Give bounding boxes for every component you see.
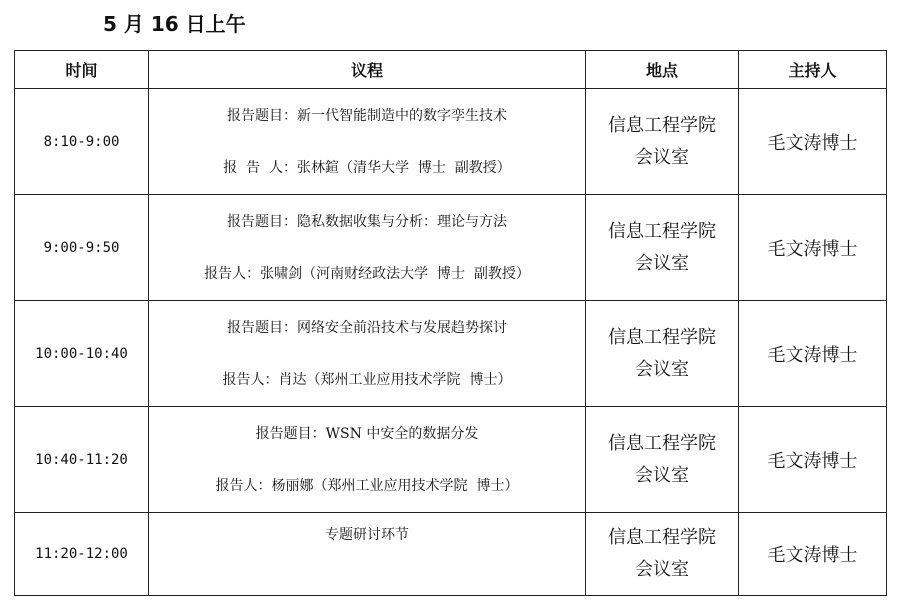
host-cell: 毛文涛博士 [739, 301, 887, 407]
report-topic: 专题研讨环节 [325, 527, 409, 543]
agenda-cell [149, 89, 586, 195]
time-cell: 8:10-9:00 [15, 89, 149, 195]
table-row [15, 407, 887, 513]
venue-line-1: 信息工程学院 [608, 432, 716, 454]
report-speaker: 报告人：张啸剑（河南财经政法大学 博士 副教授） [204, 265, 530, 282]
header-venue: 地点 [586, 51, 739, 89]
time-cell: 10:00-10:40 [15, 301, 149, 407]
host-cell: 毛文涛博士 [739, 407, 887, 513]
report-topic: 报告题目：隐私数据收集与分析：理论与方法 [227, 213, 507, 230]
report-topic: 报告题目：新一代智能制造中的数字孪生技术 [227, 107, 507, 124]
table-row [15, 195, 887, 301]
host-cell: 毛文涛博士 [739, 513, 887, 596]
table-row [15, 301, 887, 407]
time-cell: 9:00-9:50 [15, 195, 149, 301]
time-cell: 10:40-11:20 [15, 407, 149, 513]
header-host: 主持人 [739, 51, 887, 89]
venue-line-2: 会议室 [635, 464, 689, 486]
venue-cell [586, 195, 739, 301]
report-topic: 报告题目：WSN 中安全的数据分发 [255, 425, 479, 442]
time-cell: 11:20-12:00 [15, 513, 149, 596]
agenda-cell [149, 407, 586, 513]
schedule-table [14, 50, 887, 596]
venue-line-2: 会议室 [635, 252, 689, 274]
report-topic: 报告题目：网络安全前沿技术与发展趋势探讨 [227, 319, 507, 336]
host-cell: 毛文涛博士 [739, 89, 887, 195]
venue-line-1: 信息工程学院 [608, 326, 716, 348]
venue-line-1: 信息工程学院 [608, 114, 716, 136]
venue-cell [586, 513, 739, 596]
venue-line-2: 会议室 [635, 146, 689, 168]
venue-line-1: 信息工程学院 [608, 220, 716, 242]
venue-line-2: 会议室 [635, 559, 689, 580]
header-time: 时间 [15, 51, 149, 89]
table-header-row [15, 51, 887, 89]
header-agenda: 议程 [149, 51, 586, 89]
venue-line-1: 信息工程学院 [608, 527, 716, 548]
report-speaker: 报告人：杨丽娜（郑州工业应用技术学院 博士） [215, 477, 519, 494]
table-row [15, 89, 887, 195]
agenda-cell [149, 195, 586, 301]
agenda-cell [149, 513, 586, 596]
report-speaker: 报 告 人：张林鍹（清华大学 博士 副教授） [223, 159, 511, 176]
page-title: 5 月 16 日上午 [103, 12, 246, 36]
venue-cell [586, 407, 739, 513]
table-row [15, 513, 887, 596]
report-speaker: 报告人：肖达（郑州工业应用技术学院 博士） [222, 371, 512, 388]
venue-cell [586, 89, 739, 195]
venue-line-2: 会议室 [635, 358, 689, 380]
host-cell: 毛文涛博士 [739, 195, 887, 301]
agenda-cell [149, 301, 586, 407]
venue-cell [586, 301, 739, 407]
